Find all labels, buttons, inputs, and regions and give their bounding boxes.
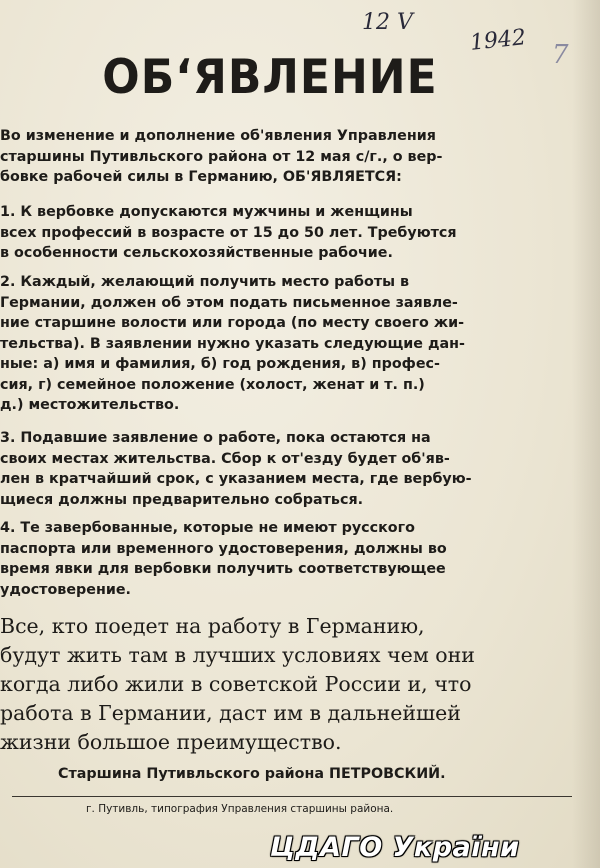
- point-3-line: лен в кратчайший срок, с указанием места, где вербую-: [0, 471, 472, 487]
- closing-line: работа в Германии, даст им в дальнейшей: [0, 701, 461, 725]
- point-1-paragraph: [0, 202, 560, 264]
- point-1-line: всех профессий в возрасте от 15 до 50 лет. Требуются: [0, 224, 457, 241]
- point-2-line: тельства). В заявлении нужно указать следующие дан-: [0, 335, 465, 352]
- point-1-line: в особенности сельскохозяйственные рабочие.: [0, 245, 393, 261]
- point-3-line: 3. Подавшие заявление о работе, пока остаются на: [0, 430, 431, 446]
- point-2-line: сия, г) семейное положение (холост, женат и т. п.): [0, 376, 425, 393]
- archive-watermark: ЦДАГО України: [270, 832, 520, 863]
- closing-line: Все, кто поедет на работу в Германию,: [0, 614, 425, 638]
- point-3-line: щиеся должны предварительно собраться.: [0, 491, 364, 508]
- handwritten-year: 1942: [468, 25, 528, 56]
- point-2-line: Германии, должен об этом подать письменное заявле-: [0, 294, 458, 311]
- closing-line: будут жить там в лучших условиях чем они: [0, 643, 475, 667]
- point-1-line: 1. К вербовке допускаются мужчины и женщины: [0, 204, 413, 220]
- point-4-line: удостоверение.: [0, 581, 131, 598]
- point-3-line: своих местах жительства. Сбор к от'езду будет об'яв-: [0, 450, 450, 467]
- closing-line: жизни большое преимущество.: [0, 730, 342, 754]
- point-4-line: паспорта или временного удостоверения, должны во: [0, 540, 447, 557]
- point-2-paragraph: [0, 272, 560, 416]
- point-2-line: д.) местожительство.: [0, 397, 180, 413]
- document-title: ОБ‘ЯВЛЕНИЕ: [102, 49, 438, 106]
- intro-line: Во изменение и дополнение об'явления Управления: [0, 128, 436, 144]
- handwritten-margin-mark: 7: [552, 40, 569, 70]
- printer-imprint: г. Путивль, типография Управления старшины района.: [86, 803, 394, 815]
- point-4-line: 4. Те завербованные, которые не имеют русского: [0, 520, 415, 536]
- point-4-line: время явки для вербовки получить соответствующее: [0, 561, 446, 577]
- point-2-line: 2. Каждый, желающий получить место работы в: [0, 274, 410, 290]
- paper-edge-shadow: [572, 0, 600, 868]
- intro-line: старшины Путивльского района от 12 мая с/г., о вер-: [0, 148, 443, 165]
- point-2-line: ные: а) имя и фамилия, б) год рождения, в) профес-: [0, 356, 440, 372]
- handwritten-mark-top: 12 V: [362, 10, 413, 35]
- closing-statement: [0, 612, 560, 757]
- point-3-paragraph: [0, 428, 560, 510]
- intro-line: бовке рабочей силы в Германию, ОБ'ЯВЛЯЕТСЯ:: [0, 169, 402, 185]
- closing-line: когда либо жили в советской России и, что: [0, 672, 472, 696]
- intro-paragraph: [0, 126, 560, 188]
- point-2-line: ние старшине волости или города (по месту своего жи-: [0, 315, 465, 331]
- point-4-paragraph: [0, 518, 560, 600]
- signature-line: Старшина Путивльского района ПЕТРОВСКИЙ.: [58, 766, 446, 782]
- footer-divider: [12, 796, 572, 797]
